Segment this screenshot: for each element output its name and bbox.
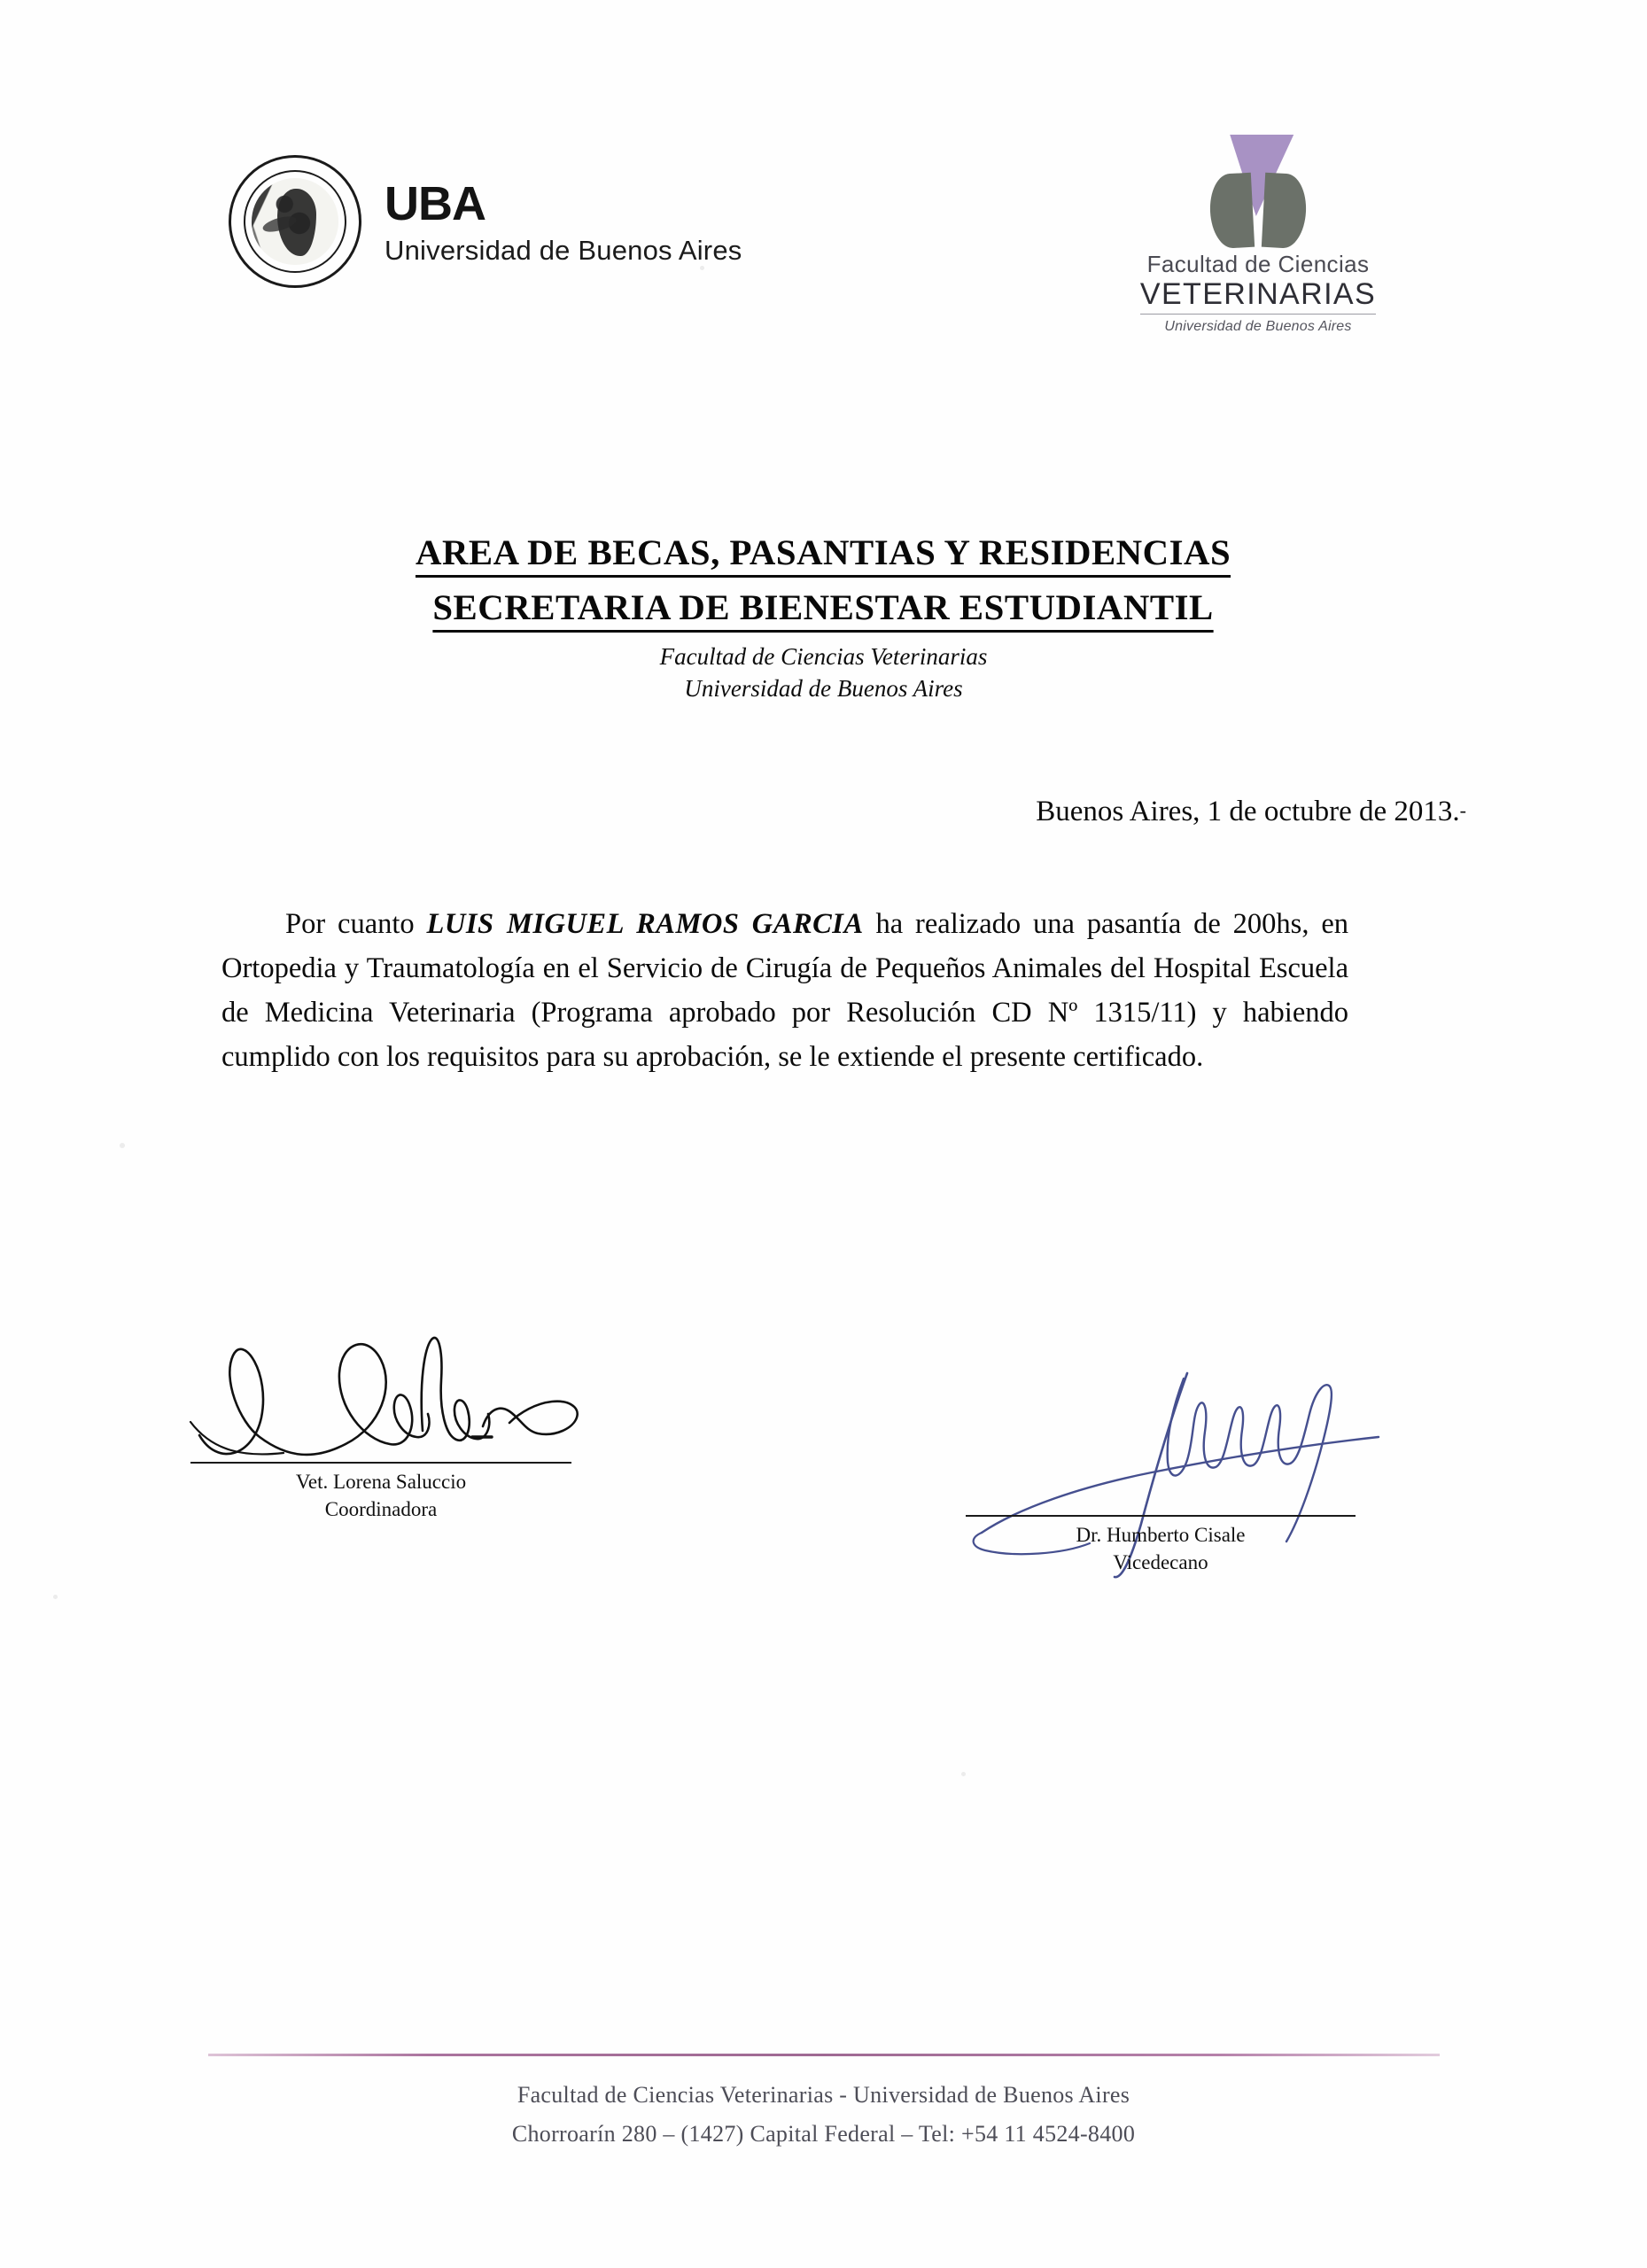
uba-full-name: Universidad de Buenos Aires	[385, 234, 742, 266]
tulip-leaf-icon	[1200, 133, 1317, 241]
signature-name-left: Vet. Lorena Saluccio	[295, 1471, 467, 1493]
signature-rule-left	[190, 1462, 571, 1464]
uba-acronym: UBA	[385, 176, 486, 230]
date-line	[0, 796, 1466, 828]
date-text: Buenos Aires, 1 de octubre de 2013.	[1036, 796, 1460, 827]
uba-logo-block	[229, 155, 742, 288]
page-title-line-2: SECRETARIA DE BIENESTAR ESTUDIANTIL	[433, 586, 1214, 633]
body-lead: Por cuanto	[285, 908, 415, 940]
signature-mark-cisale	[966, 1355, 1356, 1515]
footer-line-1: Facultad de Ciencias Veterinarias - Universidad de Buenos Aires	[517, 2082, 1130, 2108]
signature-mark-saluccio	[190, 1302, 571, 1462]
signature-name-right: Dr. Humberto Cisale	[1076, 1524, 1246, 1546]
title-block	[0, 532, 1647, 704]
certificate-body	[221, 902, 1348, 1079]
scan-speck	[961, 1772, 966, 1776]
document-header	[0, 133, 1647, 363]
footer-divider	[208, 2054, 1440, 2056]
veterinarias-line3: Universidad de Buenos Aires	[1164, 319, 1352, 335]
signature-block-vicedean	[966, 1355, 1356, 1576]
signature-role-right: Vicedecano	[1113, 1551, 1208, 1574]
veterinarias-logo-block	[1112, 133, 1404, 335]
veterinarias-line1: Facultad de Ciencias	[1146, 251, 1370, 277]
veterinarias-line2: VETERINARIAS	[1140, 278, 1376, 315]
body-rest: ha realizado una pasantía de 200hs, en Ortopedia y Traumatología en el Servicio de Cirugía de Pequeños Animales del Hospital Escuela de Medicina Veterinaria (Programa aprobado por Resolución CD Nº 1315/11) y habiendo cumplido con los requisitos para su aprobación, se le extiende el presente certificado.	[221, 908, 1349, 1073]
page-title-line-1: AREA DE BECAS, PASANTIAS Y RESIDENCIAS	[416, 532, 1231, 578]
uba-seal-icon	[229, 155, 361, 288]
date-trailing-mark: -	[1459, 799, 1466, 821]
scan-speck	[120, 1143, 125, 1148]
scan-speck	[53, 1595, 58, 1599]
footer-line-2: Chorroarín 280 – (1427) Capital Federal – Tel: +54 11 4524-8400	[511, 2121, 1136, 2148]
signature-block-coordinator	[190, 1302, 571, 1523]
recipient-name: LUIS MIGUEL RAMOS GARCIA	[426, 908, 864, 940]
subtitle-faculty: Facultad de Ciencias Veterinarias	[659, 643, 988, 670]
uba-logo-text	[385, 176, 742, 266]
signature-role-left: Coordinadora	[324, 1498, 438, 1521]
document-footer	[0, 2054, 1647, 2154]
signature-rule-right	[966, 1515, 1356, 1517]
subtitle-university: Universidad de Buenos Aires	[684, 674, 963, 702]
